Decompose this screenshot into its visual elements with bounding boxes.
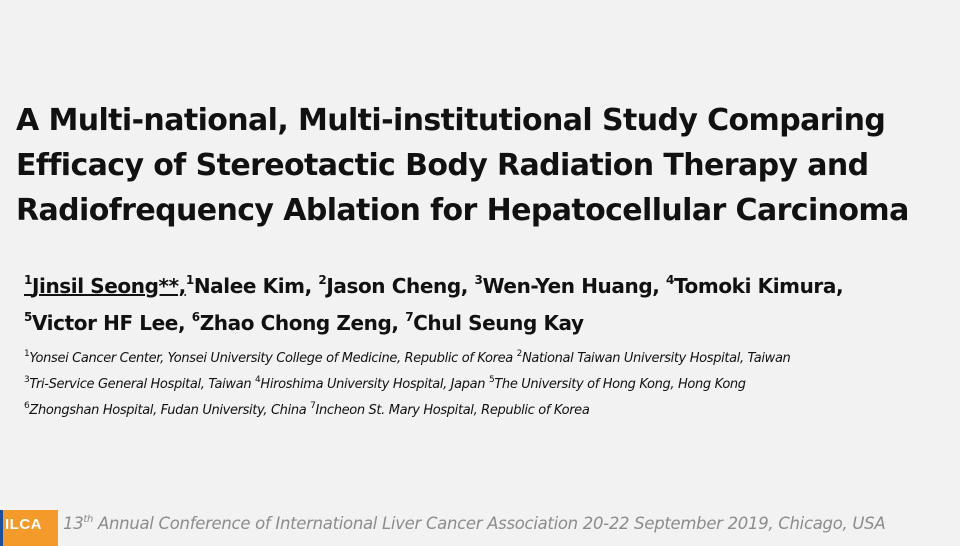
affiliation-text: The University of Hong Kong, Hong Kong: [494, 377, 746, 392]
author-affiliation-number: 2: [318, 273, 327, 287]
affiliation-line: [24, 346, 939, 372]
affiliation-number: 4: [255, 375, 261, 385]
affiliation-list: [24, 346, 939, 424]
affiliation-number: 7: [310, 401, 316, 411]
affiliation-line: [24, 398, 939, 424]
affiliation-text: Yonsei Cancer Center, Yonsei University College of Medicine, Republic of Korea: [29, 351, 513, 366]
logo-accent-bar: [0, 510, 3, 546]
author-name: Zhao Chong Zeng,: [199, 311, 399, 335]
author-line: [24, 268, 944, 305]
slide-title: [16, 98, 951, 233]
author-name: Wen-Yen Huang,: [482, 274, 660, 298]
logo-text: ILCA: [5, 516, 42, 533]
author-affiliation-number: 4: [666, 273, 674, 287]
affiliation-text: Incheon St. Mary Hospital, Republic of Korea: [315, 403, 590, 418]
affiliation-number: 1: [24, 349, 30, 359]
title-line: Radiofrequency Ablation for Hepatocellular Carcinoma: [16, 193, 909, 228]
affiliation-text: Hiroshima University Hospital, Japan: [260, 377, 486, 392]
affiliation-number: 6: [24, 401, 30, 411]
author-name: Victor HF Lee,: [31, 311, 186, 335]
ilca-logo: [0, 510, 58, 546]
slide-footer: [0, 506, 960, 540]
author-affiliation-number: 6: [191, 310, 200, 324]
author-list: [24, 268, 944, 342]
author-line: [24, 305, 944, 342]
title-line: Efficacy of Stereotactic Body Radiation Therapy and: [16, 148, 869, 183]
author-name: Tomoki Kimura,: [673, 274, 844, 298]
affiliation-text: Zhongshan Hospital, Fudan University, China: [29, 403, 307, 418]
author-affiliation-number: 5: [24, 310, 32, 324]
author-affiliation-number: 1: [185, 273, 194, 287]
affiliation-text: National Taiwan University Hospital, Taiwan: [522, 351, 791, 366]
title-line: A Multi-national, Multi-institutional Study Comparing: [16, 103, 886, 138]
author-name: Jason Cheng,: [326, 274, 468, 298]
affiliation-number: 3: [24, 375, 30, 385]
conference-ordinal: th: [83, 514, 94, 525]
conference-description: Annual Conference of International Liver Cancer Association 20-22 September 2019, Chicago, USA: [98, 514, 886, 533]
author-affiliation-number: 7: [405, 310, 414, 324]
presenting-author: [24, 274, 186, 298]
conference-text: [63, 514, 885, 533]
author-affiliation-number: 3: [474, 273, 483, 287]
author-name: Nalee Kim,: [193, 274, 312, 298]
author-name: Jinsil Seong**,: [31, 274, 186, 298]
affiliation-number: 2: [516, 349, 523, 359]
conference-number: 13: [63, 514, 84, 533]
author-name: Chul Seung Kay: [413, 311, 584, 335]
author-affiliation-number: 1: [24, 273, 32, 287]
affiliation-text: Tri-Service General Hospital, Taiwan: [29, 377, 252, 392]
affiliation-number: 5: [488, 375, 495, 385]
affiliation-line: [24, 372, 939, 398]
